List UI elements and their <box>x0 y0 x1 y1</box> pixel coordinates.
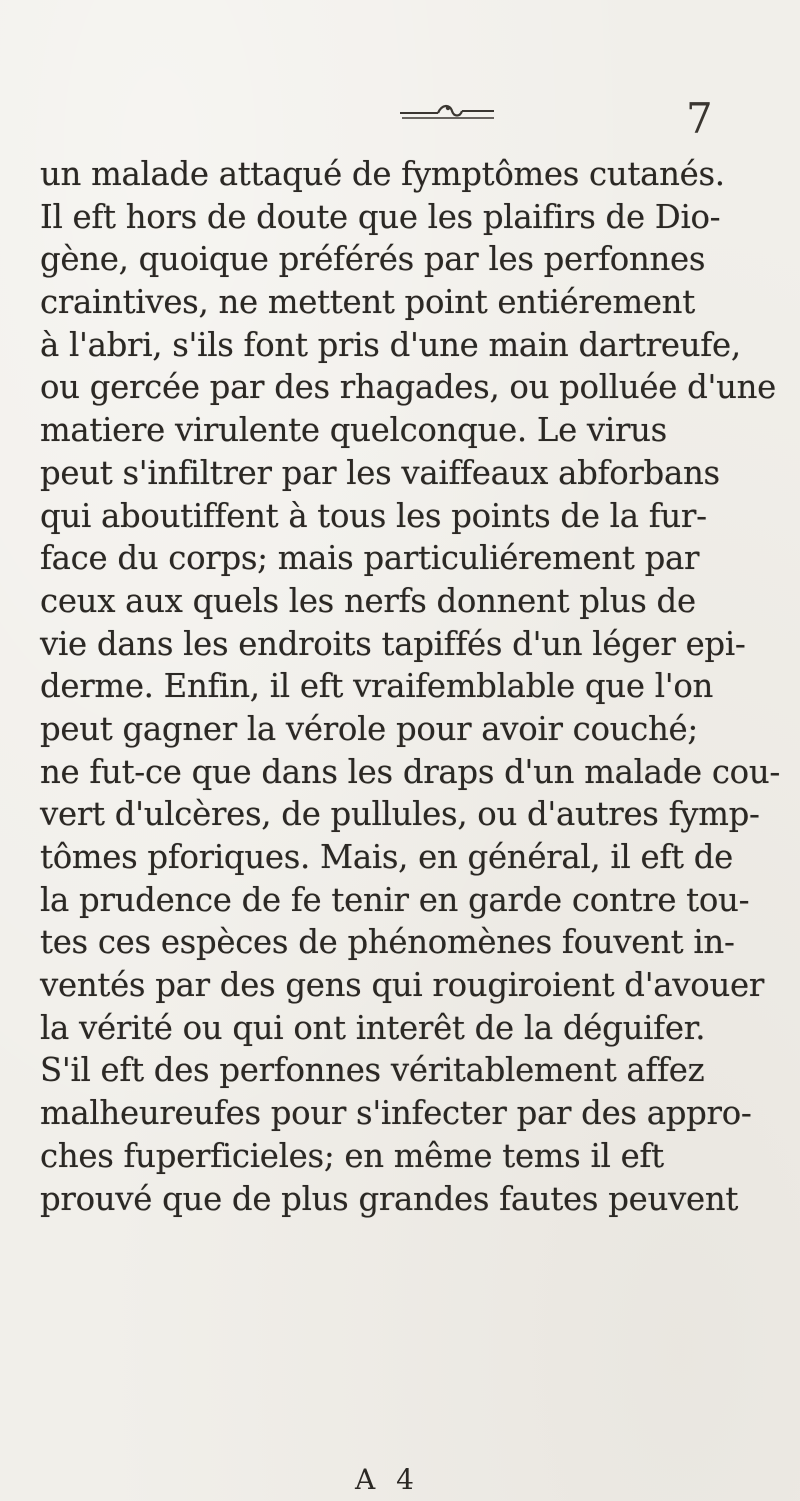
text-line: peut s'infiltrer par les vaiffeaux abforbans <box>40 452 720 492</box>
text-line: ceux aux quels les nerfs donnent plus de <box>40 580 696 620</box>
text-line: derme. Enfin, il eft vraifemblable que l'on <box>40 666 714 706</box>
text-line: la prudence de fe tenir en garde contre tou- <box>40 879 750 919</box>
body-text <box>40 153 800 1220</box>
text-line: qui aboutiffent à tous les points de la fur- <box>40 495 707 535</box>
text-line: tômes pforiques. Mais, en général, il eft de <box>40 837 733 876</box>
text-line: craintives, ne mettent point entiérement <box>40 282 695 322</box>
text-line: vie dans les endroits tapiffés d'un léger epi- <box>40 623 746 663</box>
text-line: la vérité ou qui ont interêt de la déguifer. <box>40 1007 706 1047</box>
text-line: Il eft hors de doute que les plaifirs de Dio- <box>40 196 721 236</box>
signature-mark: A 4 <box>355 1463 420 1496</box>
text-line: ou gercée par des rhagades, ou polluée d'une <box>40 367 777 407</box>
text-line: à l'abri, s'ils font pris d'une main dartreufe, <box>40 324 741 364</box>
text-line: tes ces espèces de phénomènes fouvent in- <box>40 922 735 962</box>
text-line: peut gagner la vérole pour avoir couché; <box>40 708 699 748</box>
text-line: malheureufes pour s'infecter par des appro- <box>40 1093 752 1133</box>
header-ornament-icon <box>398 100 498 126</box>
text-line: vert d'ulcères, de pullules, ou d'autres fymp- <box>40 794 760 834</box>
text-line: un malade attaqué de fymptômes cutanés. <box>40 154 725 193</box>
text-line: gène, quoique préférés par les perfonnes <box>40 239 706 279</box>
text-line: ches fuperficieles; en même tems il eft <box>40 1135 664 1175</box>
text-line: prouvé que de plus grandes fautes peuvent <box>40 1178 739 1218</box>
text-line: ne fut-ce que dans les draps d'un malade cou- <box>40 751 781 791</box>
text-line: ventés par des gens qui rougiroient d'avouer <box>40 965 765 1005</box>
text-line: S'il eft des perfonnes véritablement affez <box>40 1050 705 1090</box>
text-line: face du corps; mais particuliérement par <box>40 538 700 578</box>
text-line: matiere virulente quelconque. Le virus <box>40 410 667 450</box>
page-number: 7 <box>686 94 713 143</box>
